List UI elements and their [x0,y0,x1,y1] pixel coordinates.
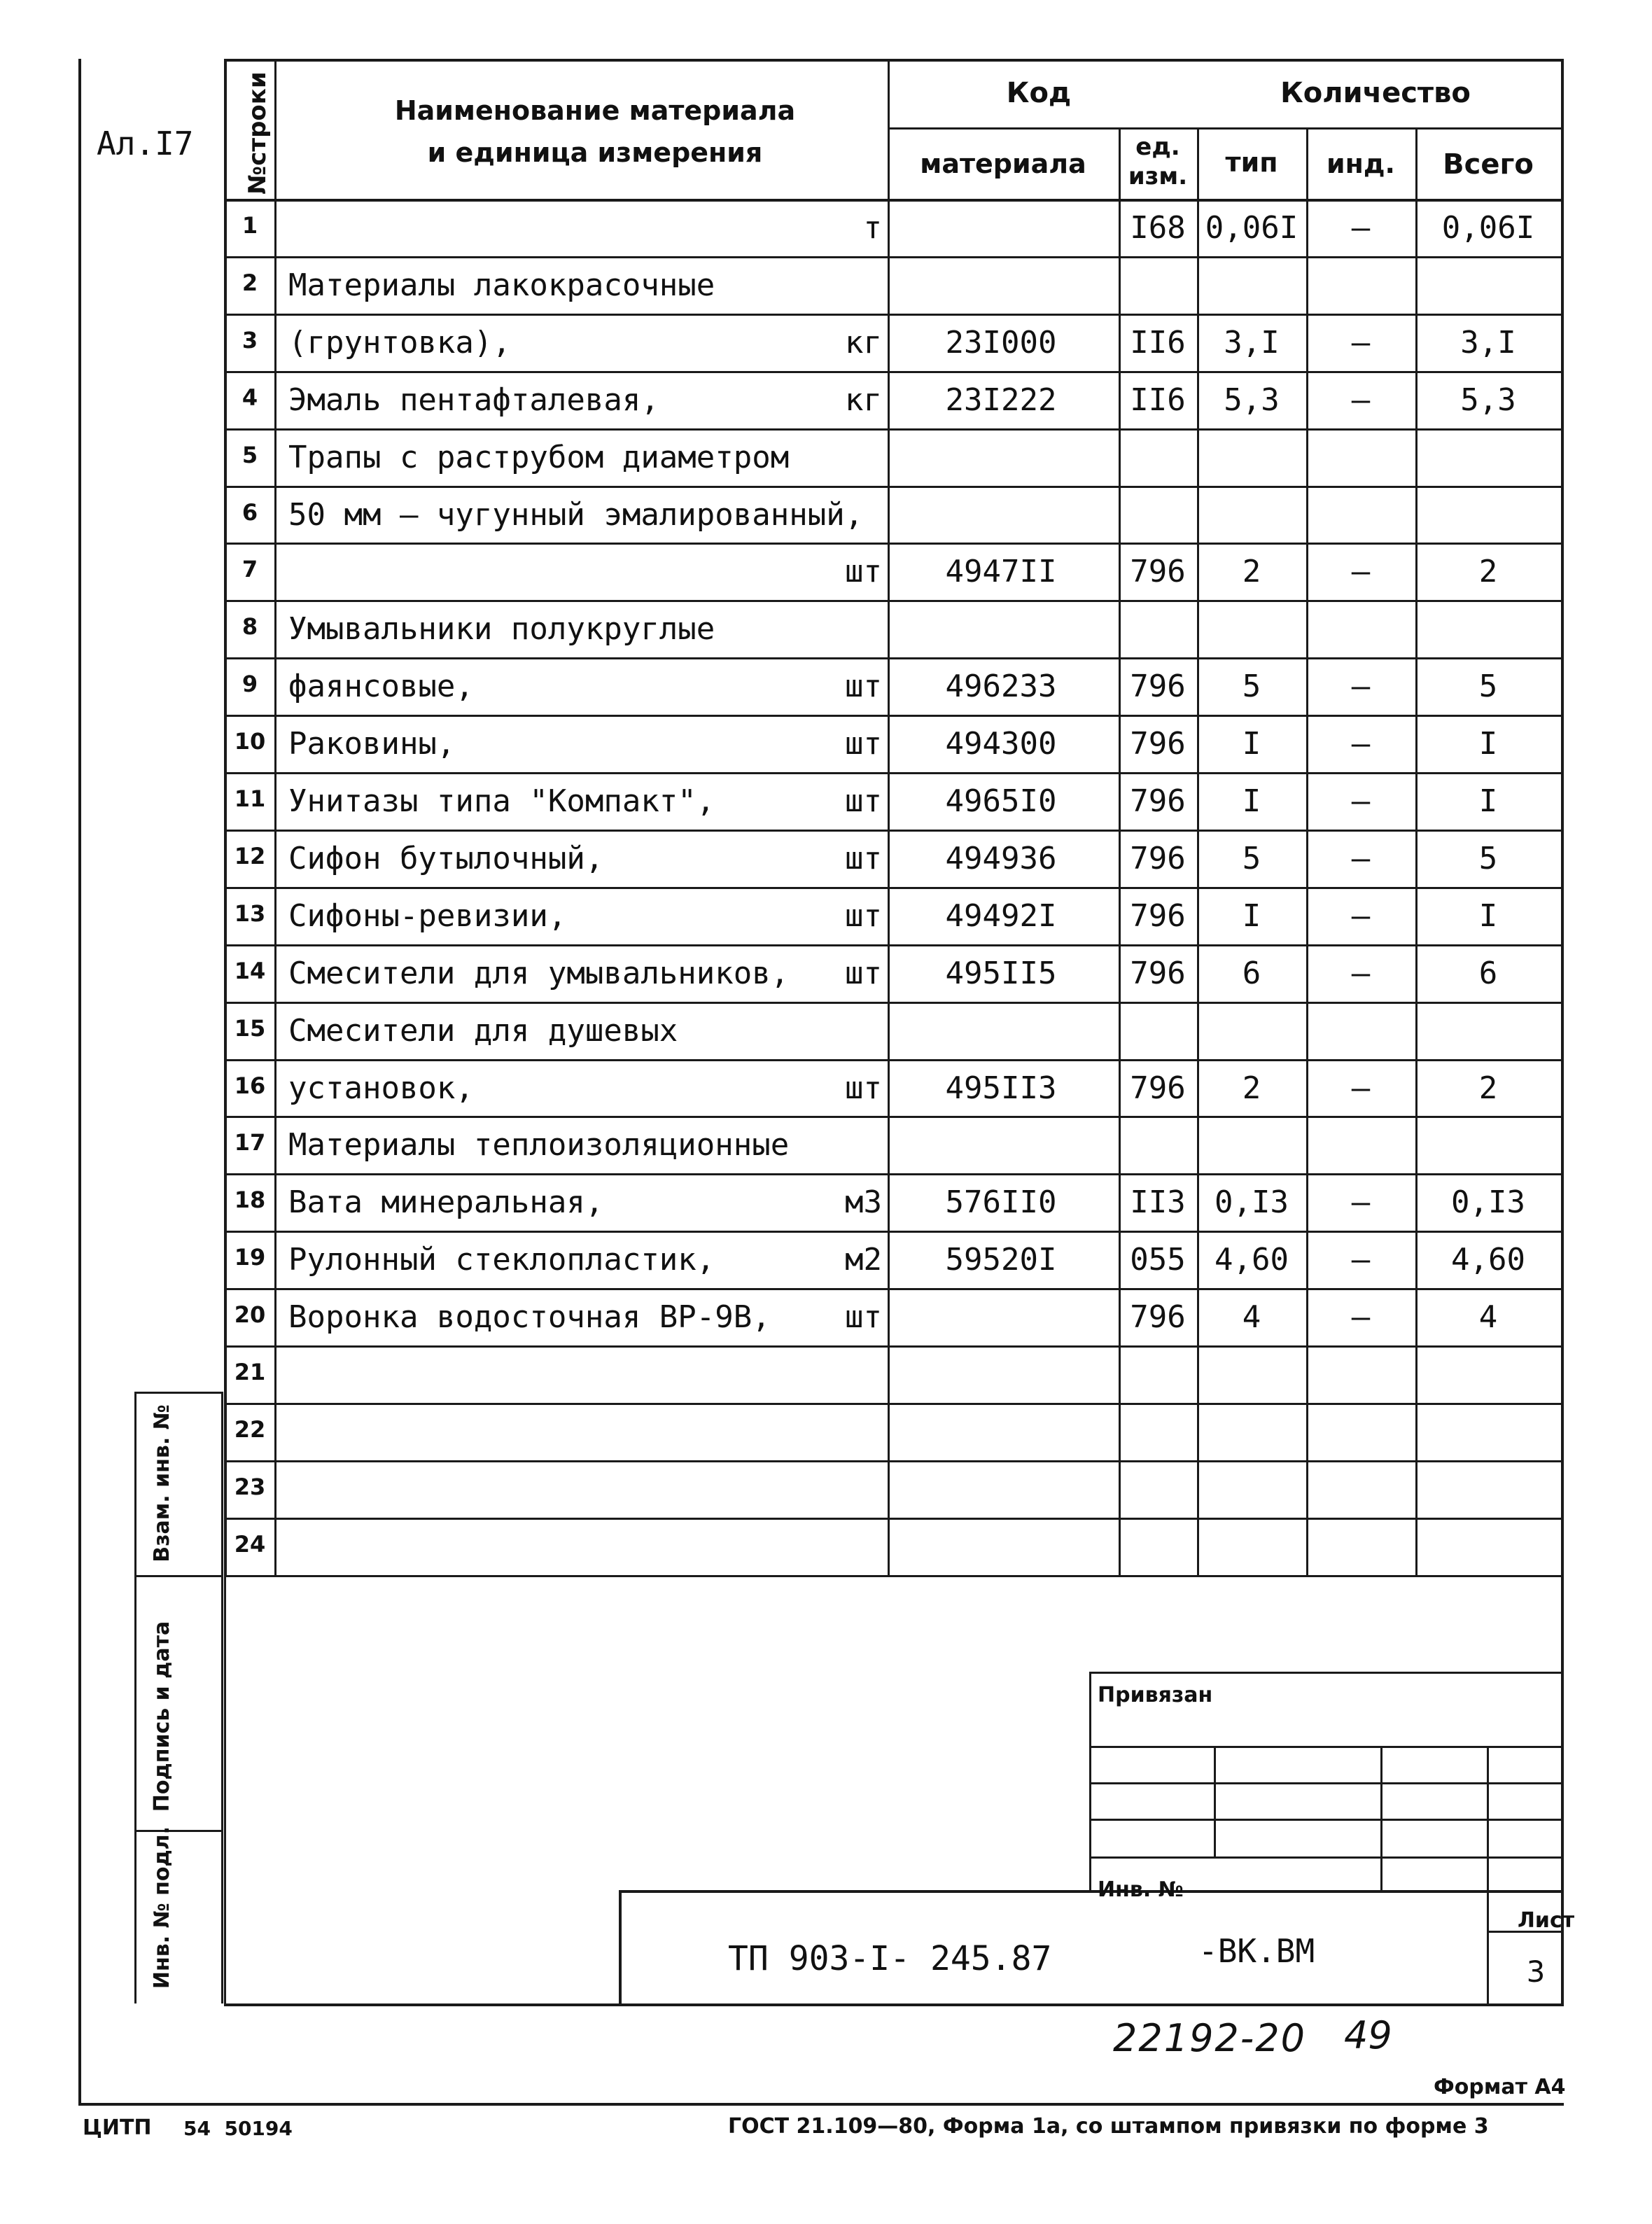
row-line [224,486,1564,488]
row-line [224,772,1564,774]
qty-ind: – [1351,382,1371,418]
qty-ind: – [1351,726,1371,762]
stamp-list-no: 3 [1526,1954,1546,1989]
header-unit-line1: ед. [1135,133,1180,161]
qty-ind: – [1351,1070,1371,1106]
unit-name: шт [845,841,882,876]
material-name: Рулонный стеклопластик, [288,1242,715,1278]
qty-total: 0,I3 [1451,1184,1525,1220]
stamp-privyazan: Привязан [1098,1683,1213,1707]
row-number: 17 [234,1129,266,1156]
side-stamp-vzam: Взам. инв. № [150,1404,174,1562]
unit-code: 796 [1130,726,1186,762]
material-name: (грунтовка), [288,325,511,361]
header-material-code: материала [920,148,1086,179]
qty-ind: – [1351,1242,1371,1278]
stamp-v1 [1214,1746,1216,1856]
qty-ind: – [1351,898,1371,934]
row-line [224,543,1564,545]
unit-name: шт [845,1299,882,1335]
stamp-v2 [1380,1746,1382,1890]
material-name: 50 мм – чугунный эмалированный, [288,497,864,533]
row-number: 19 [234,1244,266,1271]
stamp-h3 [1089,1819,1561,1821]
unit-name: шт [845,554,882,589]
row-line [224,887,1564,889]
frame-right-vertical [1561,1575,1564,2003]
qty-ind: – [1351,841,1371,876]
header-row-no: №строки [244,71,272,195]
unit-code: 796 [1130,956,1186,991]
footer-gost: ГОСТ 21.109—80, Форма 1а, со штампом привязки по форме 3 [728,2114,1489,2139]
header-type: тип [1225,147,1278,178]
header-quantity: Количество [1280,77,1471,109]
qty-total: 2 [1478,554,1498,589]
side-stamp-div1 [134,1575,223,1577]
material-name: Смесители для умывальников, [288,956,790,991]
header-bottom-line [224,199,1564,202]
material-name: Унитазы типа "Компакт", [288,783,715,819]
material-code: 495II5 [945,956,1057,991]
qty-total: I [1478,726,1498,762]
qty-total: 6 [1478,956,1498,991]
stamp-inv-no: Инв. № [1098,1877,1184,1902]
row-number: 7 [241,556,258,582]
material-code: 49492I [945,898,1057,934]
qty-ind: – [1351,1184,1371,1220]
material-name: Вата минеральная, [288,1184,604,1220]
stamp-h4 [1089,1856,1561,1859]
row-number: 22 [234,1416,266,1443]
frame-left-line [78,59,81,2104]
stamp-h2 [1089,1782,1561,1784]
unit-code: 796 [1130,1070,1186,1106]
stamp-main-left [619,1890,622,2003]
qty-ind: – [1351,210,1371,246]
qty-total: 5 [1478,669,1498,704]
row-line [224,1518,1564,1520]
qty-total: 3,I [1460,325,1516,361]
row-number: 15 [234,1015,266,1042]
unit-code: II3 [1130,1184,1186,1220]
row-line [224,715,1564,717]
qty-type: 3,I [1224,325,1280,361]
unit-name: кг [845,325,882,361]
unit-name: шт [845,956,882,991]
qty-type: 2 [1242,554,1261,589]
unit-code: 796 [1130,898,1186,934]
material-code: 4947II [945,554,1057,589]
row-line [224,1575,1564,1577]
side-stamp-inv-podl: Инв. № подл. [150,1826,174,1989]
unit-code: 796 [1130,554,1186,589]
row-line [224,1231,1564,1233]
qty-type: 5,3 [1224,382,1280,418]
qty-type: 5 [1242,841,1261,876]
header-ind: инд. [1326,148,1395,179]
row-line [224,1116,1564,1118]
row-number: 1 [241,212,258,239]
qty-total: 4 [1478,1299,1498,1335]
material-name: Материалы лакокрасочные [288,267,715,303]
material-name: Смесители для душевых [288,1013,678,1049]
unit-code: II6 [1130,325,1186,361]
row-number: 12 [234,843,266,869]
sheet-label: Ал.I7 [97,125,194,162]
qty-total: 4,60 [1451,1242,1525,1278]
qty-total: 5,3 [1460,382,1516,418]
qty-type: 6 [1242,956,1261,991]
material-code: 494300 [945,726,1057,762]
material-name: Эмаль пентафталевая, [288,382,659,418]
qty-type: 0,I3 [1214,1184,1289,1220]
qty-total: 5 [1478,841,1498,876]
row-number: 3 [241,327,258,354]
material-name: Воронка водосточная ВР-9В, [288,1299,771,1335]
row-number: 11 [234,785,266,812]
row-line [224,1403,1564,1405]
frame-inner-vertical [224,1575,226,2003]
unit-name: шт [845,669,882,704]
row-number: 20 [234,1301,266,1328]
material-code: 4965I0 [945,783,1057,819]
row-number: 18 [234,1187,266,1213]
row-line [224,428,1564,431]
qty-total: 0,06I [1441,210,1535,246]
row-number: 4 [241,384,258,411]
row-number: 2 [241,270,258,296]
unit-code: II6 [1130,382,1186,418]
material-name: Сифон бутылочный, [288,841,604,876]
row-line [224,657,1564,659]
material-name: Материалы теплоизоляционные [288,1127,790,1163]
column-line [888,59,890,1575]
unit-code: 796 [1130,841,1186,876]
material-code: 23I222 [945,382,1057,418]
qty-type: I [1242,783,1261,819]
material-name: Умывальники полукруглые [288,611,715,647]
material-code: 576II0 [945,1184,1057,1220]
row-number: 23 [234,1474,266,1500]
stamp-top [1089,1672,1561,1674]
qty-type: 0,06I [1205,210,1298,246]
qty-ind: – [1351,1299,1371,1335]
header-name-line2: и единица измерения [427,137,763,168]
row-number: 21 [234,1359,266,1385]
unit-code: 796 [1130,669,1186,704]
unit-code: 055 [1130,1242,1186,1278]
qty-ind: – [1351,554,1371,589]
material-code: 59520I [945,1242,1057,1278]
side-stamp-right [221,1392,223,2003]
stamp-list-left [1487,1890,1489,2003]
row-number: 13 [234,900,266,927]
qty-type: I [1242,726,1261,762]
unit-code: I68 [1130,210,1186,246]
qty-ind: – [1351,669,1371,704]
material-name: Трапы с раструбом диаметром [288,440,790,475]
material-name: фаянсовые, [288,669,474,704]
row-line [224,1288,1564,1290]
unit-name: шт [845,1070,882,1106]
row-line [224,371,1564,373]
row-line [224,1460,1564,1462]
footer-left-num: 54 50194 [183,2117,293,2140]
side-stamp-podpis: Подпись и дата [150,1621,174,1812]
row-line [224,256,1564,258]
qty-ind: – [1351,956,1371,991]
row-line [224,1059,1564,1061]
stamp-main-top [619,1890,1561,1893]
header-name-line1: Наименование материала [394,95,796,126]
qty-type: 2 [1242,1070,1261,1106]
frame-bottom-line [78,2103,1564,2106]
table-top-line [224,59,1564,62]
material-name: установок, [288,1070,474,1106]
header-unit-line2: изм. [1128,162,1188,190]
unit-name: шт [845,898,882,934]
row-number: 16 [234,1072,266,1099]
material-code: 496233 [945,669,1057,704]
material-name: Сифоны-ревизии, [288,898,567,934]
column-line [274,59,276,1575]
unit-name: шт [845,726,882,762]
stamp-list-label: Лист [1518,1908,1575,1933]
side-stamp-left [134,1392,136,2003]
row-line [224,314,1564,316]
material-code: 494936 [945,841,1057,876]
unit-name: м3 [845,1184,882,1220]
row-line [224,1345,1564,1348]
handwritten-number-1: 22192-20 [1113,2016,1306,2060]
row-line [224,830,1564,832]
unit-code: 796 [1130,783,1186,819]
stamp-doc-suffix: -ВК.ВМ [1198,1932,1315,1970]
qty-ind: – [1351,325,1371,361]
row-number: 6 [241,499,258,526]
row-number: 8 [241,613,258,640]
unit-name: м2 [845,1242,882,1278]
row-number: 5 [241,442,258,468]
row-number: 9 [241,671,258,697]
row-number: 24 [234,1531,266,1558]
stamp-doc-code: ТП 903-I- 245.87 [728,1939,1052,1978]
header-mid-line [888,127,1561,130]
qty-total: I [1478,783,1498,819]
qty-type: 4 [1242,1299,1261,1335]
material-code: 495II3 [945,1070,1057,1106]
qty-total: I [1478,898,1498,934]
row-line [224,944,1564,946]
unit-code: 796 [1130,1299,1186,1335]
header-total: Всего [1443,148,1534,181]
unit-name: шт [845,783,882,819]
qty-type: 5 [1242,669,1261,704]
row-line [224,600,1564,602]
qty-type: I [1242,898,1261,934]
handwritten-number-2: 49 [1344,2013,1392,2057]
row-number: 14 [234,958,266,984]
row-line [224,1002,1564,1004]
row-line [224,1173,1564,1175]
header-code: Код [1006,77,1072,109]
unit-name: т [863,210,882,246]
column-line [1561,59,1564,1575]
frame-bottom-inner [224,2003,1564,2006]
material-name: Раковины, [288,726,456,762]
row-number: 10 [234,728,266,755]
qty-type: 4,60 [1214,1242,1289,1278]
qty-ind: – [1351,783,1371,819]
material-code: 23I000 [945,325,1057,361]
footer-left-code: ЦИТП [83,2115,152,2140]
footer-format: Формат А4 [1434,2075,1566,2099]
stamp-v3 [1487,1746,1489,1890]
unit-name: кг [845,382,882,418]
stamp-h1 [1089,1746,1561,1748]
qty-total: 2 [1478,1070,1498,1106]
